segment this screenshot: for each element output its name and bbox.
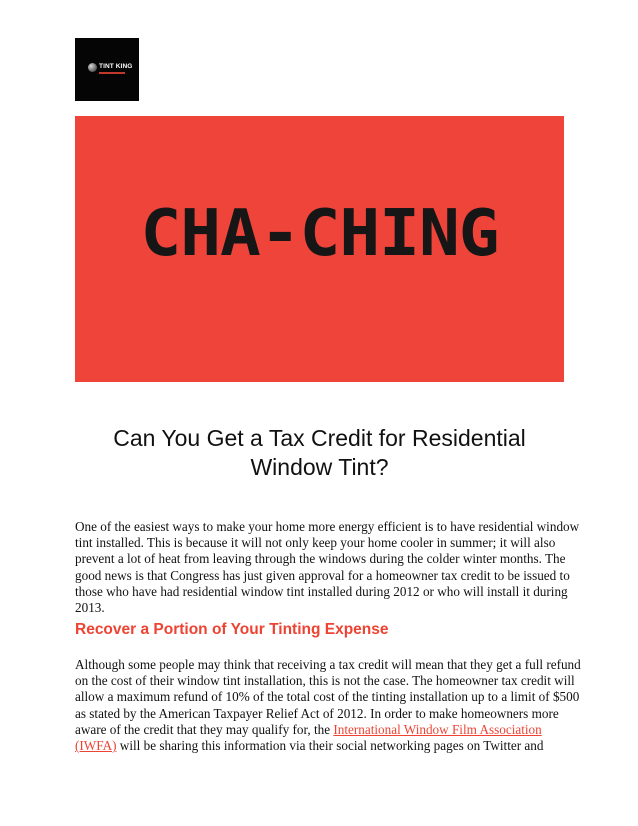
iwfa-link[interactable]: International Window Film Association: [333, 721, 542, 737]
paragraph-line: prevent a lot of heat from leaving through the windows during the colder winter months. The: [75, 551, 566, 567]
paragraph-line: [75, 738, 567, 754]
paragraph-line: those who have had residential window tint installed during 2012 or who will install it during: [75, 583, 568, 599]
paragraph-line: tint installed. This is because it will not only keep your home cooler in summer; it will also: [75, 535, 556, 551]
paragraph-line: 2013.: [75, 600, 105, 616]
logo-text: TINT KING: [99, 63, 133, 70]
iwfa-link-abbr[interactable]: (IWFA): [75, 738, 117, 754]
intro-paragraph: [75, 519, 580, 616]
line-text: will be sharing this information via their social networking pages on Twitter and: [116, 738, 544, 754]
logo: [75, 38, 139, 101]
logo-underline: [99, 72, 125, 74]
hero-text: CHA-CHING: [140, 197, 499, 271]
title-line-2: Window Tint?: [250, 454, 389, 480]
title-line-1: Can You Get a Tax Credit for Residential: [113, 425, 526, 451]
line-text: aware of the credit that they may qualify for, the: [75, 721, 334, 737]
body-paragraph: [75, 657, 581, 754]
hero-banner: [75, 116, 564, 382]
logo-emblem-icon: [88, 63, 97, 72]
paragraph-line: [75, 722, 567, 738]
paragraph-line: allow a maximum refund of 10% of the total cost of the tinting installation up to a limit of $500: [75, 689, 580, 705]
section-heading: Recover a Portion of Your Tinting Expense: [75, 621, 389, 638]
paragraph-line: One of the easiest ways to make your home more energy efficient is to have residential window: [75, 519, 580, 534]
paragraph-line: as stated by the American Taxpayer Relief Act of 2012. In order to make homeowners more: [75, 705, 559, 721]
paragraph-line: on the cost of their window tint installation, this is not the case. The homeowner tax credit will: [75, 673, 575, 689]
paragraph-line: good news is that Congress has just given approval for a homeowner tax credit to be issued to: [75, 567, 570, 583]
paragraph-line: Although some people may think that receiving a tax credit will mean that they get a full refund: [75, 657, 581, 672]
article-title: [75, 424, 564, 482]
